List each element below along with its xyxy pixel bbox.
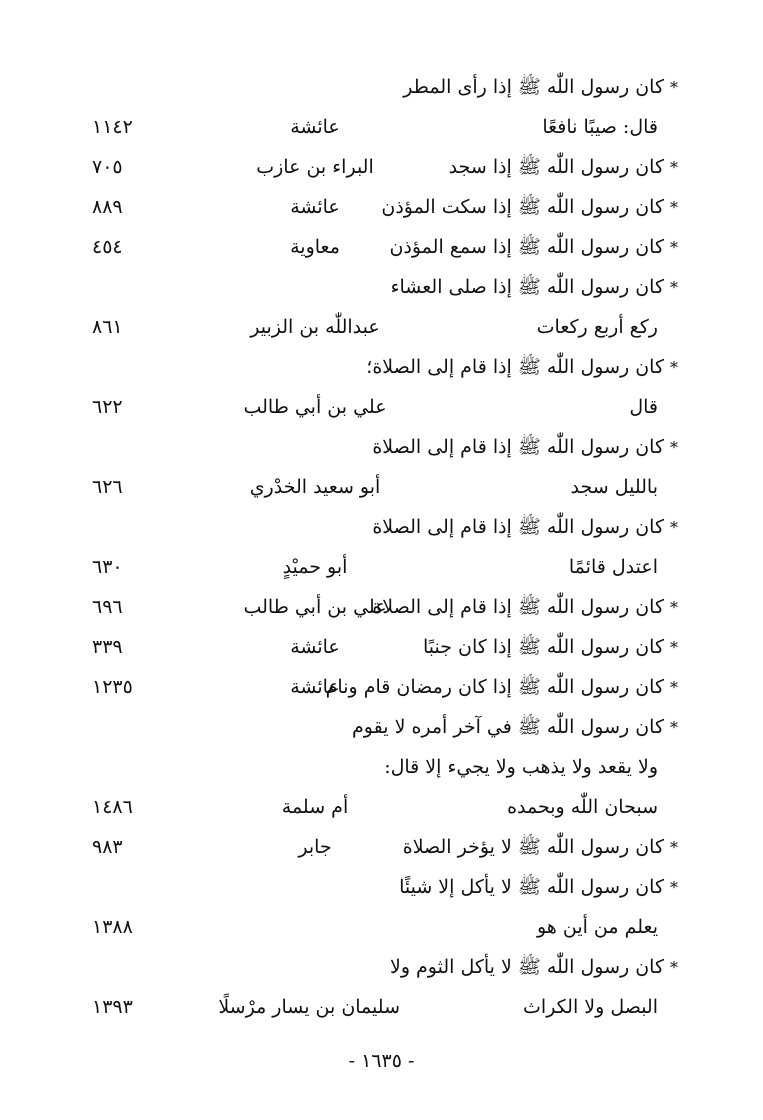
narrator-name: البراء بن عازب bbox=[256, 156, 374, 178]
index-entry bbox=[0, 108, 763, 148]
hadith-number: ١٣٩٣ bbox=[92, 996, 133, 1018]
index-entry bbox=[0, 748, 763, 788]
index-entry bbox=[0, 708, 763, 748]
index-entry bbox=[0, 428, 763, 468]
hadith-text-content: كان رسول اللّٰه ﷺ إذا رأى المطر bbox=[403, 76, 664, 98]
index-entry bbox=[0, 668, 763, 708]
hadith-text-content: كان رسول اللّٰه ﷺ إذا سمع المؤذن bbox=[389, 236, 664, 258]
index-entry bbox=[0, 908, 763, 948]
index-entry bbox=[0, 308, 763, 348]
narrator-name: عائشة bbox=[290, 196, 340, 218]
hadith-number: ٤٥٤ bbox=[92, 236, 123, 258]
narrator-name: عائشة bbox=[290, 636, 340, 658]
hadith-text-content: قال: صيبًا نافعًا bbox=[542, 116, 658, 138]
hadith-text bbox=[389, 232, 678, 263]
hadith-text bbox=[523, 992, 658, 1022]
hadith-text-content: قال bbox=[629, 396, 658, 418]
index-entry bbox=[0, 348, 763, 388]
hadith-text-content: كان رسول اللّٰه ﷺ إذا قام إلى الصلاة bbox=[372, 596, 664, 618]
index-entry bbox=[0, 388, 763, 428]
entry-marker: * bbox=[670, 678, 678, 697]
hadith-text bbox=[372, 592, 678, 623]
index-entry bbox=[0, 228, 763, 268]
hadith-text-content: البصل ولا الكراث bbox=[523, 996, 658, 1018]
index-entry bbox=[0, 68, 763, 108]
hadith-number: ٩٨٣ bbox=[92, 836, 123, 858]
hadith-text-content: كان رسول اللّٰه ﷺ إذا سكت المؤذن bbox=[381, 196, 664, 218]
hadith-number: ٨٦١ bbox=[92, 316, 123, 338]
hadith-text bbox=[372, 432, 678, 463]
index-entry bbox=[0, 948, 763, 988]
narrator-name: عائشة bbox=[290, 116, 340, 138]
hadith-text bbox=[537, 912, 658, 942]
entry-marker: * bbox=[670, 278, 678, 297]
hadith-number: ٦٢٦ bbox=[92, 476, 123, 498]
narrator-name: سليمان بن يسار مرْسلًا bbox=[218, 996, 400, 1018]
hadith-text-content: كان رسول اللّٰه ﷺ لا يأكل الثوم ولا bbox=[389, 956, 664, 978]
index-entry bbox=[0, 628, 763, 668]
hadith-text bbox=[403, 72, 678, 103]
hadith-text-content: كان رسول اللّٰه ﷺ إذا قام إلى الصلاة bbox=[372, 516, 664, 538]
hadith-text-content: كان رسول اللّٰه ﷺ لا يؤخر الصلاة bbox=[402, 836, 664, 858]
entry-marker: * bbox=[670, 518, 678, 537]
narrator-name: أبو سعيد الخدْري bbox=[249, 476, 381, 498]
entry-marker: * bbox=[670, 238, 678, 257]
hadith-text-content: كان رسول اللّٰه ﷺ لا يأكل إلا شيئًا bbox=[399, 876, 664, 898]
hadith-text bbox=[399, 872, 678, 903]
entry-marker: * bbox=[670, 638, 678, 657]
hadith-text bbox=[507, 792, 658, 822]
hadith-text-content: كان رسول اللّٰه ﷺ إذا قام إلى الصلاة bbox=[372, 436, 664, 458]
entry-marker: * bbox=[670, 718, 678, 737]
index-entry bbox=[0, 468, 763, 508]
hadith-text-content: بالليل سجد bbox=[570, 476, 658, 498]
hadith-number: ١٤٨٦ bbox=[92, 796, 133, 818]
hadith-number: ٣٣٩ bbox=[92, 636, 123, 658]
narrator-name: جابر bbox=[298, 836, 332, 858]
hadith-text-content: كان رسول اللّٰه ﷺ في آخر أمره لا يقوم bbox=[352, 716, 664, 738]
hadith-text bbox=[384, 752, 658, 782]
entry-marker: * bbox=[670, 838, 678, 857]
hadith-text-content: كان رسول اللّٰه ﷺ إذا قام إلى الصلاة؛ bbox=[366, 356, 664, 378]
entry-marker: * bbox=[670, 958, 678, 977]
narrator-name: أم سلمة bbox=[281, 796, 349, 818]
hadith-text-content: سبحان اللّٰه وبحمده bbox=[507, 796, 658, 818]
index-entry bbox=[0, 828, 763, 868]
hadith-text-content: كان رسول اللّٰه ﷺ إذا سجد bbox=[448, 156, 664, 178]
entry-marker: * bbox=[670, 358, 678, 377]
index-entry bbox=[0, 188, 763, 228]
index-entry bbox=[0, 788, 763, 828]
hadith-text bbox=[403, 832, 678, 863]
entry-marker: * bbox=[670, 158, 678, 177]
narrator-name: عبداللّٰه بن الزبير bbox=[250, 316, 380, 338]
hadith-text bbox=[571, 472, 658, 502]
hadith-number: ٦٢٢ bbox=[92, 396, 123, 418]
hadith-number: ٦٩٦ bbox=[92, 596, 123, 618]
index-entry bbox=[0, 588, 763, 628]
hadith-text bbox=[542, 112, 658, 142]
hadith-number: ٦٣٠ bbox=[92, 556, 123, 578]
hadith-text-content: كان رسول اللّٰه ﷺ إذا كان جنبًا bbox=[422, 636, 664, 658]
hadith-number: ١١٤٢ bbox=[92, 116, 133, 138]
hadith-text-content: يعلم من أين هو bbox=[536, 916, 658, 938]
narrator-name: عائشة bbox=[290, 676, 340, 698]
index-entry bbox=[0, 548, 763, 588]
page-number: - ١٦٣٥ - bbox=[348, 1050, 415, 1072]
hadith-text bbox=[372, 512, 678, 543]
index-list bbox=[0, 68, 763, 1028]
hadith-text bbox=[352, 712, 678, 743]
hadith-number: ٧٠٥ bbox=[92, 156, 123, 178]
entry-marker: * bbox=[670, 438, 678, 457]
hadith-text bbox=[569, 552, 658, 582]
entry-marker: * bbox=[670, 598, 678, 617]
narrator-name: علي بن أبي طالب bbox=[243, 596, 387, 618]
index-entry bbox=[0, 988, 763, 1028]
hadith-text bbox=[381, 192, 678, 223]
hadith-text-content: ولا يقعد ولا يذهب ولا يجيء إلا قال: bbox=[384, 756, 658, 778]
index-entry bbox=[0, 508, 763, 548]
entry-marker: * bbox=[670, 198, 678, 217]
hadith-text bbox=[629, 392, 658, 422]
narrator-name: علي بن أبي طالب bbox=[243, 396, 387, 418]
hadith-number: ١٢٣٥ bbox=[92, 676, 133, 698]
hadith-text-content: كان رسول اللّٰه ﷺ إذا كان رمضان قام ونام bbox=[325, 676, 664, 698]
hadith-text-content: كان رسول اللّٰه ﷺ إذا صلى العشاء bbox=[390, 276, 664, 298]
hadith-number: ١٣٨٨ bbox=[92, 916, 133, 938]
hadith-number: ٨٨٩ bbox=[92, 196, 123, 218]
hadith-text bbox=[449, 152, 678, 183]
narrator-name: أبو حميْدٍ bbox=[282, 556, 348, 578]
hadith-text-content: ركع أربع ركعات bbox=[536, 316, 658, 338]
hadith-text-content: اعتدل قائمًا bbox=[568, 556, 658, 578]
index-entry bbox=[0, 868, 763, 908]
index-entry bbox=[0, 268, 763, 308]
hadith-text bbox=[423, 632, 678, 663]
narrator-name: معاوية bbox=[290, 236, 340, 258]
hadith-text bbox=[390, 952, 678, 983]
index-entry bbox=[0, 148, 763, 188]
hadith-text bbox=[366, 352, 678, 383]
entry-marker: * bbox=[670, 878, 678, 897]
entry-marker: * bbox=[670, 78, 678, 97]
hadith-text bbox=[537, 312, 658, 342]
hadith-text bbox=[391, 272, 678, 303]
